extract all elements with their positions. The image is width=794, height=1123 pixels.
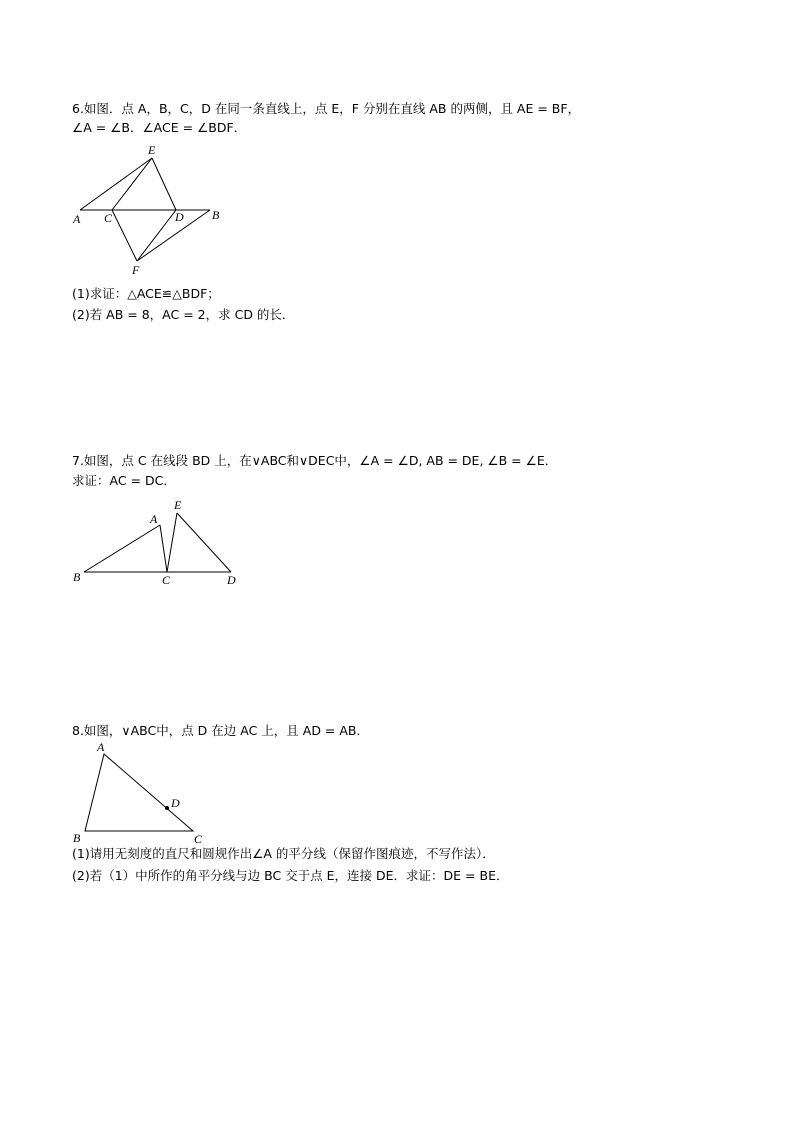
problem-6-line-2: ∠A = ∠B．∠ACE = ∠BDF． bbox=[72, 120, 247, 135]
problem-8-figure bbox=[65, 738, 215, 848]
label-F: F bbox=[132, 263, 140, 277]
segment-CF bbox=[112, 210, 137, 261]
label-E: E bbox=[148, 143, 156, 157]
segment-BF bbox=[137, 210, 210, 261]
segment-CE bbox=[167, 513, 177, 572]
label-E: E bbox=[174, 498, 182, 512]
label-B: B bbox=[73, 831, 81, 845]
label-A: A bbox=[150, 512, 158, 526]
problem-6-figure bbox=[60, 140, 240, 280]
segment-AB bbox=[84, 525, 160, 572]
problem-6-subquestion-2: (2)若 AB = 8，AC = 2，求 CD 的长． bbox=[72, 307, 295, 322]
problem-8-subquestion-2: (2)若（1）中所作的角平分线与边 BC 交于点 E，连接 DE．求证：DE = BE． bbox=[72, 868, 509, 883]
problem-7-line-1: 7.如图，点 C 在线段 BD 上，在∨ABC和∨DEC中，∠A = ∠D, AB = DE, ∠B = ∠E． bbox=[72, 453, 558, 468]
problem-6-subquestion-1: (1)求证：△ACE≌△BDF； bbox=[72, 286, 220, 301]
label-B: B bbox=[73, 570, 81, 584]
label-B: B bbox=[212, 208, 220, 222]
label-A: A bbox=[97, 740, 105, 754]
problem-7-line-2: 求证：AC = DC． bbox=[72, 473, 176, 488]
label-A: A bbox=[73, 212, 81, 226]
label-C: C bbox=[162, 573, 171, 587]
segment-DE bbox=[177, 513, 231, 572]
label-C: C bbox=[104, 211, 113, 225]
triangle-ABC bbox=[85, 754, 193, 831]
problem-8-line-1: 8.如图，∨ABC中，点 D 在边 AC 上，且 AD = AB． bbox=[72, 723, 369, 738]
label-D: D bbox=[227, 573, 236, 587]
problem-6-line-1: 6.如图．点 A，B，C，D 在同一条直线上，点 E，F 分别在直线 AB 的两侧，且 AE = BF， bbox=[72, 101, 581, 116]
problem-8-subquestion-1: (1)请用无刻度的直尺和圆规作出∠A 的平分线（保留作图痕迹，不写作法）． bbox=[72, 846, 495, 861]
label-C: C bbox=[194, 832, 203, 846]
label-D: D bbox=[171, 796, 180, 810]
segment-DE bbox=[152, 158, 176, 210]
problem-7-figure bbox=[65, 492, 250, 592]
segment-DF bbox=[137, 210, 176, 261]
segment-AC bbox=[160, 525, 167, 572]
label-D: D bbox=[175, 210, 184, 224]
point-D bbox=[165, 806, 169, 810]
segment-CE bbox=[112, 158, 152, 210]
segment-AE bbox=[80, 158, 152, 210]
